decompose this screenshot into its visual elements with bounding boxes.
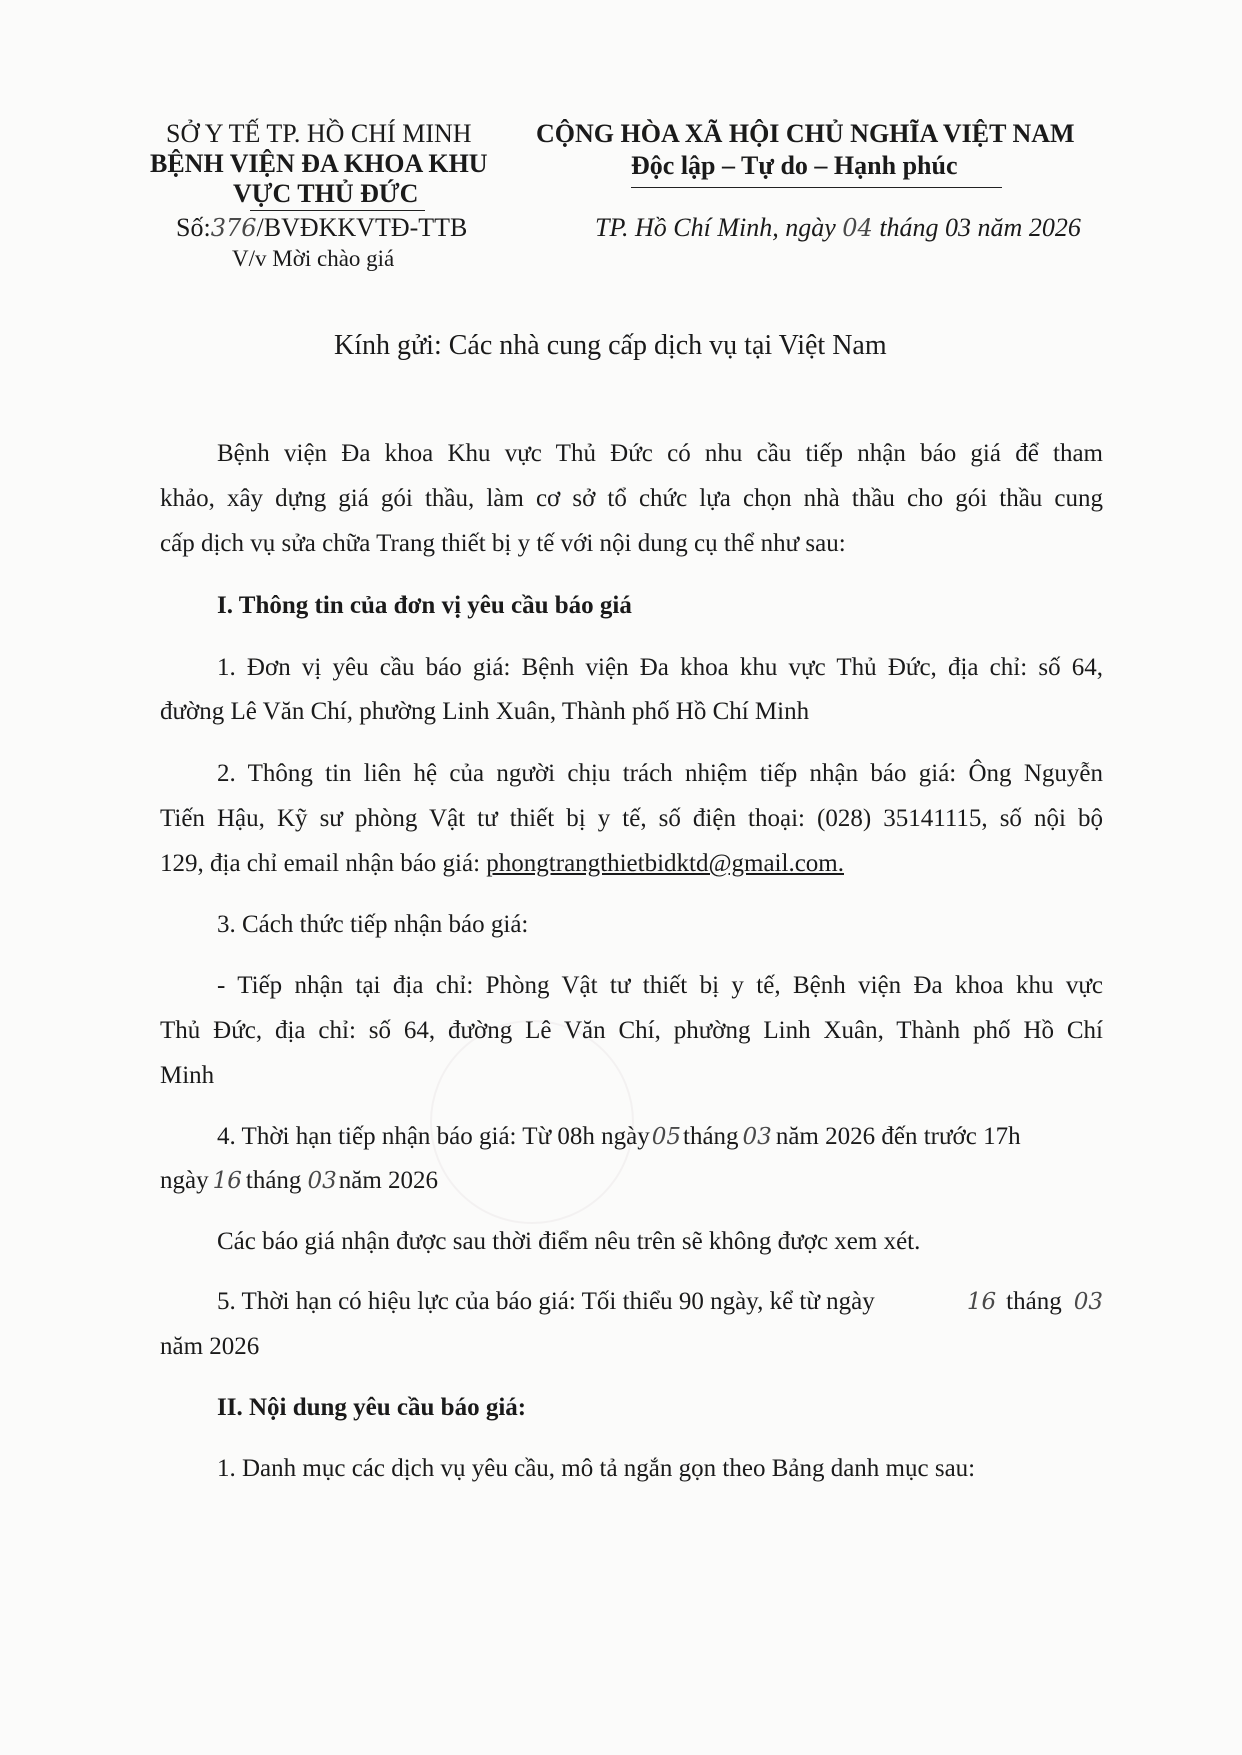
hospital-name-line1: BỆNH VIỆN ĐA KHOA KHU (150, 149, 488, 178)
item-4-text-c: năm 2026 đến trước 17h (775, 1123, 1021, 1150)
left-header-underline (250, 210, 425, 211)
document-number (176, 213, 467, 243)
item-3-line-2: Thủ Đức, địa chỉ: số 64, đường Lê Văn Chí, phường Linh Xuân, Thành phố Hồ Chí (160, 1017, 1103, 1044)
document-number-prefix: Số: (176, 213, 211, 242)
item-5-text-a: 5. Thời hạn có hiệu lực của báo giá: Tối thiểu 90 ngày, kể từ ngày (217, 1288, 875, 1315)
item-4-handwritten-start-month: 03 (742, 1124, 772, 1150)
item-3-heading: 3. Cách thức tiếp nhận báo giá: (217, 911, 529, 938)
item-2-line-3 (160, 850, 844, 878)
national-motto: Độc lập – Tự do – Hạnh phúc (631, 151, 958, 180)
item-2-line-2: Tiến Hậu, Kỹ sư phòng Vật tư thiết bị y tế, số điện thoại: (028) 35141115, số nội bộ (160, 805, 1103, 832)
item-4-handwritten-end-day: 16 (212, 1168, 242, 1194)
item-5-handwritten-day: 16 (966, 1289, 997, 1315)
item-4-line-2 (160, 1167, 438, 1195)
item-4-text-b: tháng (683, 1123, 739, 1150)
contact-email-link[interactable]: phongtrangthietbidktd@gmail.com. (486, 850, 844, 877)
item-4-text-d: ngày (160, 1167, 209, 1194)
item-4-text-f: năm 2026 (338, 1167, 439, 1194)
item-4-handwritten-start-day: 05 (651, 1124, 681, 1150)
item-5-handwritten-month: 03 (1073, 1289, 1103, 1315)
issue-date-prefix: TP. Hồ Chí Minh, ngày (595, 213, 836, 242)
item-5-line-2: năm 2026 (160, 1333, 260, 1360)
country-name: CỘNG HÒA XÃ HỘI CHỦ NGHĨA VIỆT NAM (536, 119, 1075, 148)
issue-date-suffix: tháng 03 năm 2026 (879, 213, 1081, 242)
item-2-line-1: 2. Thông tin liên hệ của người chịu trách nhiệm tiếp nhận báo giá: Ông Nguyễn (217, 760, 1103, 787)
item-2-line-3-prefix: 129, địa chỉ email nhận báo giá: (160, 850, 487, 877)
late-submission-note: Các báo giá nhận được sau thời điểm nêu trên sẽ không được xem xét. (217, 1228, 921, 1255)
hospital-name-line2: VỰC THỦ ĐỨC (233, 179, 419, 208)
item-4-line-1 (217, 1123, 1021, 1151)
document-number-handwritten: 376 (210, 214, 257, 242)
agency-name: SỞ Y TẾ TP. HỒ CHÍ MINH (166, 119, 472, 148)
section-2-heading: II. Nội dung yêu cầu báo giá: (217, 1394, 527, 1421)
item-5-line-1 (217, 1288, 1103, 1316)
item-4-handwritten-end-month: 03 (307, 1168, 337, 1194)
item-4-text-a: 4. Thời hạn tiếp nhận báo giá: Từ 08h ngày (217, 1123, 650, 1150)
issue-date (595, 213, 1081, 243)
item-3-line-1: - Tiếp nhận tại địa chỉ: Phòng Vật tư thiết bị y tế, Bệnh viện Đa khoa khu vực (217, 972, 1103, 999)
item-1-line-1: 1. Đơn vị yêu cầu báo giá: Bệnh viện Đa khoa khu vực Thủ Đức, địa chỉ: số 64, (217, 654, 1103, 681)
item-3-line-3: Minh (160, 1062, 215, 1089)
item-5-text-b: tháng (1006, 1288, 1062, 1315)
document-number-suffix: /BVĐKKVTĐ-TTB (256, 213, 468, 242)
intro-line-1: Bệnh viện Đa khoa Khu vực Thủ Đức có nhu cầu tiếp nhận báo giá để tham (217, 440, 1103, 467)
section-1-heading: I. Thông tin của đơn vị yêu cầu báo giá (217, 592, 632, 619)
section-2-item-1: 1. Danh mục các dịch vụ yêu cầu, mô tả ngắn gọn theo Bảng danh mục sau: (217, 1455, 976, 1482)
issue-date-day-handwritten: 04 (842, 214, 873, 242)
recipient-line: Kính gửi: Các nhà cung cấp dịch vụ tại Việt Nam (334, 330, 887, 361)
faint-stamp (430, 1020, 634, 1224)
intro-line-2: khảo, xây dựng giá gói thầu, làm cơ sở tổ chức lựa chọn nhà thầu cho gói thầu cung (160, 485, 1103, 512)
intro-line-3: cấp dịch vụ sửa chữa Trang thiết bị y tế với nội dung cụ thể như sau: (160, 530, 846, 557)
motto-underline (631, 187, 1002, 188)
subject-line: V/v Mời chào giá (232, 246, 395, 271)
item-4-text-e: tháng (245, 1167, 302, 1194)
item-1-line-2: đường Lê Văn Chí, phường Linh Xuân, Thành phố Hồ Chí Minh (160, 698, 810, 725)
